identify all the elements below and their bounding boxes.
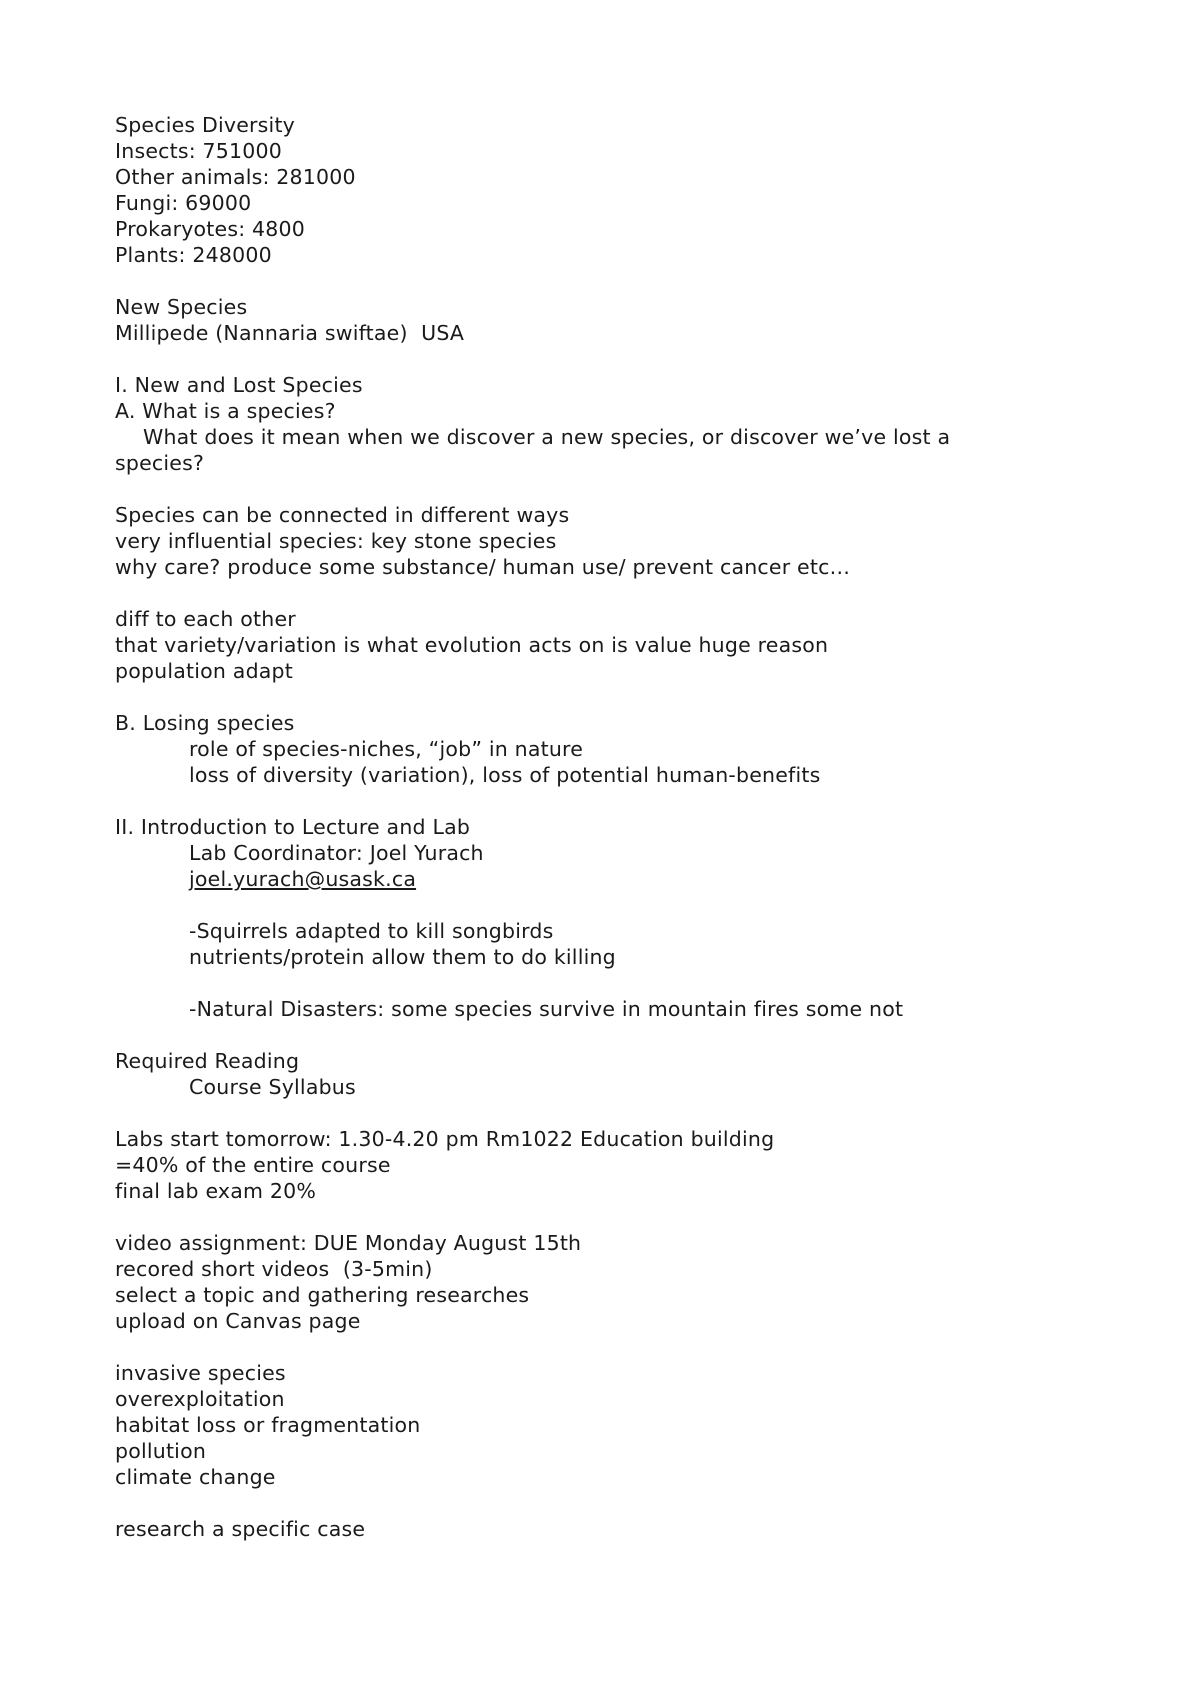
threat-item: invasive species: [115, 1361, 286, 1385]
section1-note: that variety/variation is what evolution acts on is value huge reason: [115, 633, 829, 657]
video-note: upload on Canvas page: [115, 1309, 361, 1333]
diversity-item: Other animals: 281000: [115, 165, 356, 189]
reading-item: Course Syllabus: [189, 1075, 356, 1099]
squirrels-note: -Squirrels adapted to kill songbirds: [189, 919, 554, 943]
section1-note: diff to each other: [115, 607, 296, 631]
section1-a-question: What does it mean when we discover a new species, or discover we’ve lost a: [143, 425, 951, 449]
section2-heading: II. Introduction to Lecture and Lab: [115, 815, 471, 839]
threat-item: overexploitation: [115, 1387, 285, 1411]
closing-note: research a specific case: [115, 1517, 366, 1541]
diversity-item: Fungi: 69000: [115, 191, 252, 215]
new-species-example: Millipede (Nannaria swiftae) USA: [115, 321, 465, 345]
lab-coordinator: Lab Coordinator: Joel Yurach: [189, 841, 484, 865]
threat-item: habitat loss or fragmentation: [115, 1413, 421, 1437]
video-note: select a topic and gathering researches: [115, 1283, 530, 1307]
document-page: [115, 112, 1115, 1542]
section1-a-heading: A. What is a species?: [115, 399, 336, 423]
video-note: recored short videos (3-5min): [115, 1257, 433, 1281]
section1-heading: I. New and Lost Species: [115, 373, 363, 397]
section1-a-question-cont: species?: [115, 451, 205, 475]
reading-heading: Required Reading: [115, 1049, 300, 1073]
section1-note: why care? produce some substance/ human use/ prevent cancer etc…: [115, 555, 851, 579]
threat-item: climate change: [115, 1465, 276, 1489]
section1-note: very influential species: key stone species: [115, 529, 557, 553]
labs-note: Labs start tomorrow: 1.30-4.20 pm Rm1022 Education building: [115, 1127, 775, 1151]
threat-item: pollution: [115, 1439, 207, 1463]
video-note: video assignment: DUE Monday August 15th: [115, 1231, 582, 1255]
diversity-heading: Species Diversity: [115, 113, 296, 137]
section1-b-heading: B. Losing species: [115, 711, 295, 735]
email-link[interactable]: joel.yurach@usask.ca: [189, 867, 417, 891]
diversity-item: Prokaryotes: 4800: [115, 217, 306, 241]
new-species-heading: New Species: [115, 295, 248, 319]
section1-note: population adapt: [115, 659, 293, 683]
labs-note: final lab exam 20%: [115, 1179, 317, 1203]
section1-note: Species can be connected in different ways: [115, 503, 570, 527]
email-line: [115, 866, 1115, 892]
section1-b-item: role of species-niches, “job” in nature: [189, 737, 584, 761]
diversity-item: Plants: 248000: [115, 243, 272, 267]
labs-note: =40% of the entire course: [115, 1153, 391, 1177]
diversity-item: Insects: 751000: [115, 139, 282, 163]
section1-b-item: loss of diversity (variation), loss of potential human-benefits: [189, 763, 821, 787]
squirrels-note: nutrients/protein allow them to do killing: [189, 945, 616, 969]
disasters-note: -Natural Disasters: some species survive in mountain fires some not: [189, 997, 904, 1021]
